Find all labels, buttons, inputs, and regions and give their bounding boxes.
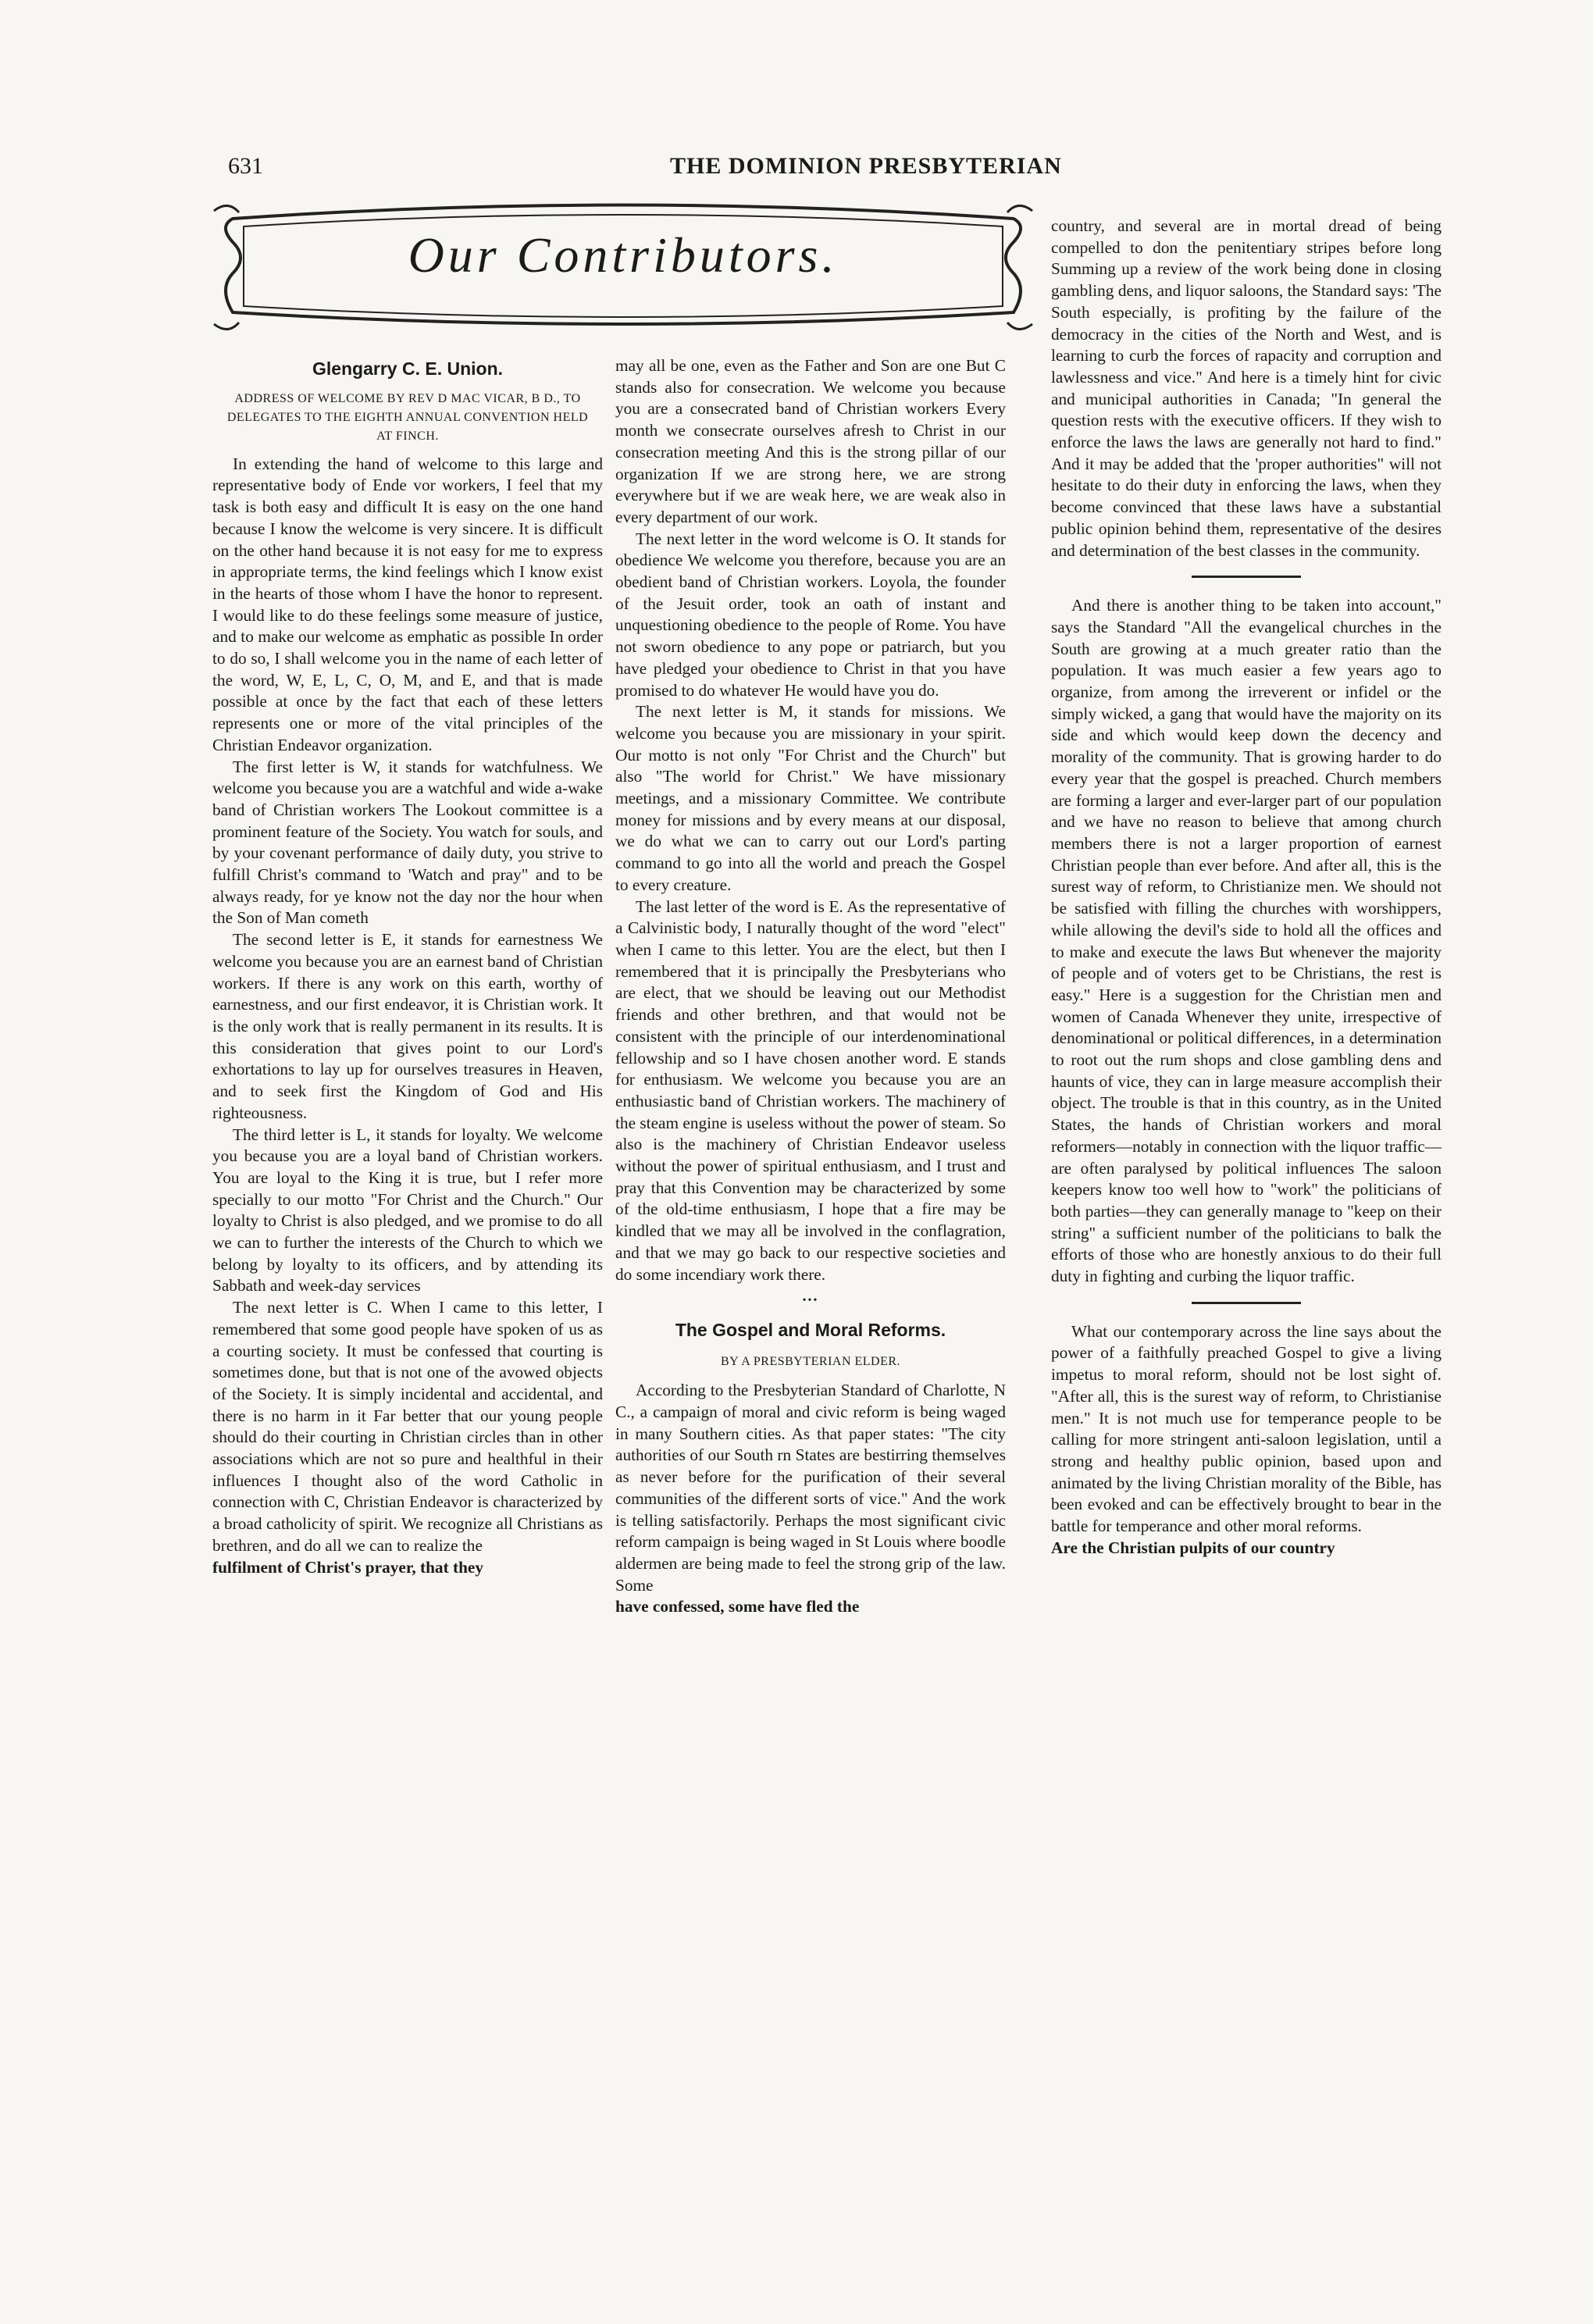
paragraph: What our contemporary across the line says about the power of a faithfully preached Gospel to give a living impetus to moral reform, should not be lost sight of. "After all, this is the surest way of reform, to Christianise men." It is not much use for temperance people to be calling for more stringent anti-saloon legislation, until a strong and healthy public opinion, based upon and animated by the living Christian morality of the Bible, has been evoked and can be effectively brought to bear in the battle for temperance and other moral reforms. xyxy=(1051,1321,1442,1536)
column-2 xyxy=(615,355,1006,1618)
paragraph: The last letter of the word is E. As the representative of a Calvinistic body, I naturally thought of the word "elect" when I came to this letter. You are the elect, but then I remembered that it is principally the Presbyterians who are elect, that we should be leaving out our Methodist friends and other brethren, and that would not be consistent with the principle of our interdenominational fellowship and so I have chosen another word. E stands for enthusiasm. We welcome you because you are an enthusiastic band of Christian workers. The machinery of the steam engine is useless without the power of steam. So also is the machinery of Christian Endeavor useless without the power of spiritual enthusiasm, and I trust and pray that this Convention may be characterized by some of the old-time enthusiasm, I hope that a fire may be kindled that we may all be involved in the conflagration, and that we may go back to our respective societies and do some incendiary work there. xyxy=(615,896,1006,1284)
paragraph-continuation: fulfilment of Christ's prayer, that they xyxy=(212,1557,484,1577)
paragraph: may all be one, even as the Father and Son are one But C stands also for consecration. We welcome you because you are a consecrated band of Christian workers Every month we consecrate ourselves afresh to Christ in our consecration meeting And this is the strong pillar of our organization If we are strong here, we are strong everywhere but if we are weak here, we are weak also in every department of our work. xyxy=(615,356,1006,526)
page-number: 631 xyxy=(228,153,263,179)
paragraph-continuation: have confessed, some have fled the xyxy=(615,1597,860,1616)
divider-rule xyxy=(1192,1302,1301,1304)
paragraph-continuation: Are the Christian pulpits of our country xyxy=(1051,1538,1335,1557)
column-1 xyxy=(212,355,603,1578)
paragraph: The second letter is E, it stands for earnestness We welcome you because you are an earnest band of Christian workers. If there is any work on this earth, worthy of earnestness, and our first endeavor, it is Christian work. It is the only work that is really permanent in its results. It is this consideration that gives point to our Lord's exhortations to lay up for ourselves treasures in Heaven, and to seek first the Kingdom of God and His righteousness. xyxy=(212,930,603,1122)
banner-title: Our Contributors. xyxy=(408,227,839,283)
article-headline: Glengarry C. E. Union. xyxy=(312,358,504,379)
paragraph: And there is another thing to be taken into account," says the Standard "All the evangelical churches in the South are growing at a much greater ratio than the population. It was much easier a few years ago to organize, from among the irreverent or infidel or the simply wicked, a gang that would have the majority on its side and which would keep down the decency and morality of the community. That is growing harder to do every year that the gospel is preached. Church members are forming a larger and ever-larger part of our population and we have no reason to believe that among church members there is not a larger proportion of earnest Christian people than ever before. And after all, this is the surest way of reform, to Christianize men. We should not be satisfied with filling the churches with worshippers, while allowing the devil's side to hold all the offices and to make and execute the laws But whenever the majority of people and of voters get to be Christians, the rest is easy." Here is a suggestion for the Christian men and women of Canada Whenever they unite, irrespective of denominational or political differences, in a determination to root out the rum shops and close gambling dens and haunts of vice, they can in large measure accomplish their object. The trouble is that in this country, as in the United States, the hands of Christian workers and moral reformers—notably in connection with the liquor traffic—are often paralysed by political influences The saloon keepers know too well how to "work" the politicians of both parties—they can generally manage to "keep on their string" a sufficient number of the politicians to balk the efforts of those who are honestly anxious to do their full duty in fighting and curbing the liquor traffic. xyxy=(1051,596,1442,1286)
paragraph: country, and several are in mortal dread of being compelled to don the penitentiary stripes before long Summing up a review of the work being done in closing gambling dens, and liquor saloons, the Standard says: 'The South especially, is profiting by the failure of the democracy in the cities of the North and West, and is learning to curb the forces of rapacity and corruption and lawlessness and vice." And here is a timely hint for civic and municipal authorities in Canada; "In general the question rests with the executive officers. If they wish to enforce the laws the laws are generally not hard to find." And it may be added that the 'proper authorities" will not hesitate to do their duty in enforcing the laws, when they become convinced that these laws have a substantial public opinion behind them, representative of the desires and determination of the best classes in the community. xyxy=(1051,216,1442,560)
paragraph: The first letter is W, it stands for watchfulness. We welcome you because you are a watchful and wide a-wake band of Christian workers The Lookout committee is a prominent feature of the Society. You watch for souls, and by your covenant performance of daily duty, you strive to fulfill Christ's command to 'Watch and pray" and to be always ready, for ye know not the day nor the hour when the Son of Man cometh xyxy=(212,757,603,928)
article-byline: BY A PRESBYTERIAN ELDER. xyxy=(720,1354,901,1368)
masthead: THE DOMINION PRESBYTERIAN xyxy=(670,153,1062,179)
paragraph: The next letter in the word welcome is O. It stands for obedience We welcome you therefore, because you are an obedient band of Christian workers. Loyola, the founder of the Jesuit order, took an oath of instant and unquestioning obedience to the people of Rome. You have not sworn obedience to any pope or patriarch, but you have pledged your obedience to Christ in that you have promised to do whatever He would have you do. xyxy=(615,529,1006,700)
paragraph: In extending the hand of welcome to this large and representative body of Ende vor workers, I feel that my task is both easy and difficult It is easy on the one hand because I know the welcome is very sincere. It is difficult on the other hand because it is not easy for me to express in appropriate terms, the kind feelings which I know exist in the hearts of those whom I have the honor to represent. I would like to do these feelings some measure of justice, and to make our welcome as emphatic as possible In order to do so, I shall welcome you in the name of each letter of the word, W, E, L, C, O, M, and E, and that is made possible at once by the fact that each of these letters represents one or more of the vital principles of the Christian Endeavor organization. xyxy=(212,454,603,754)
paragraph: According to the Presbyterian Standard of Charlotte, N C., a campaign of moral and civic reform is being waged in many Southern cities. As that paper states: "The city authorities of our South rn States are bestirring themselves as never before for the purification of their several communities of the different sorts of vice." And the work is telling satisfactorily. Perhaps the most significant civic reform campaign is being waged in St Louis where boodle aldermen are being made to feel the strong grip of the law. Some xyxy=(615,1381,1006,1595)
paragraph: The next letter is M, it stands for missions. We welcome you because you are missionary in your spirit. Our motto is not only "For Christ and the Church" but also "The world for Christ." We have missionary meetings, and a missionary Committee. We contribute money for missions and by every means at our disposal, we do what we can to carry out our Lord's parting command to go into all the world and preach the Gospel to every creature. xyxy=(615,702,1006,894)
divider-rule xyxy=(1192,576,1301,578)
article-headline: The Gospel and Moral Reforms. xyxy=(675,1319,946,1340)
separator: ••• xyxy=(802,1295,819,1307)
paragraph: The third letter is L, it stands for loyalty. We welcome you because you are a loyal band of Christian workers. You are loyal to the King it is true, but I refer more specially to our motto "For Christ and the Church." Our loyalty to Christ is also pledged, and we promise to do all we can to further the interests of the Church to which we belong by loyalty to its officers, and by attending its Sabbath and week-day services xyxy=(212,1125,603,1296)
column-3 xyxy=(1051,216,1442,1559)
article-subhead: ADDRESS OF WELCOME BY REV D MAC VICAR, B D., TO DELEGATES TO THE EIGHTH ANNUAL CONVENTION HELD AT FINCH. xyxy=(226,391,589,443)
paragraph: The next letter is C. When I came to this letter, I remembered that some good people have spoken of us as a courting society. It must be confessed that courting is sometimes done, but that is not one of the avowed objects of the Society. It is simply incidental and accidental, and there is no harm in it Far better that our young people should do their courting in Christian circles than in other associations which are not so pure and healthful in their influences I thought also of the word Catholic in connection with C, Christian Endeavor is characterized by a broad catholicity of spirit. We recognize all Christians as brethren, and do all we can to realize the xyxy=(212,1298,603,1555)
section-banner xyxy=(209,195,1037,340)
